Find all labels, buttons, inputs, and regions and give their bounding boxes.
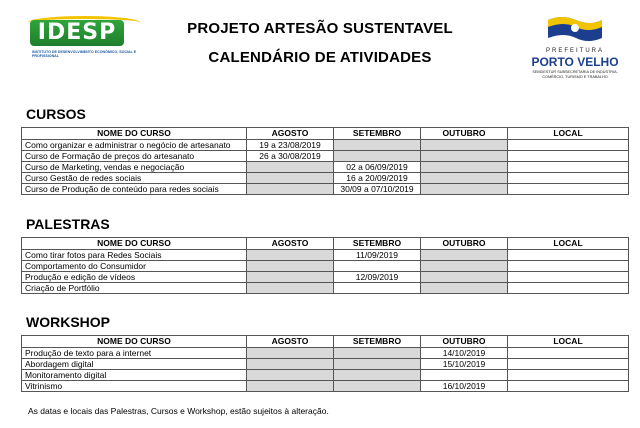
- col-header-setembro: SETEMBRO: [334, 128, 421, 140]
- local-cell: [508, 250, 629, 261]
- local-cell: [508, 370, 629, 381]
- prefeitura-label: PREFEITURA: [545, 48, 604, 54]
- table-row: [22, 162, 629, 173]
- cursos-table: [21, 127, 629, 195]
- course-name: Monitoramento digital: [22, 370, 247, 381]
- setembro-cell: 30/09 a 07/10/2019: [334, 184, 421, 195]
- table-header-row: [22, 128, 629, 140]
- table-row: [22, 272, 629, 283]
- outubro-cell: [421, 261, 508, 272]
- course-name: Produção e edição de vídeos: [22, 272, 247, 283]
- agosto-cell: [247, 370, 334, 381]
- agosto-cell: [247, 348, 334, 359]
- section-title-workshop: WORKSHOP: [26, 314, 110, 330]
- local-cell: [508, 359, 629, 370]
- course-name: Como organizar e administrar o negócio de artesanato: [22, 140, 247, 151]
- agosto-cell: [247, 359, 334, 370]
- setembro-cell: [334, 348, 421, 359]
- setembro-cell: [334, 140, 421, 151]
- agosto-cell: [247, 272, 334, 283]
- palestras-table: [21, 237, 629, 294]
- setembro-cell: 16 a 20/09/2019: [334, 173, 421, 184]
- outubro-cell: 16/10/2019: [421, 381, 508, 392]
- flag-icon: [546, 14, 604, 44]
- idesp-logo-mark: IDESP: [30, 20, 124, 46]
- course-name: Criação de Portfólio: [22, 283, 247, 294]
- course-name: Como tirar fotos para Redes Sociais: [22, 250, 247, 261]
- outubro-cell: [421, 250, 508, 261]
- col-header-local: LOCAL: [508, 336, 629, 348]
- page-subtitle: CALENDÁRIO DE ATIVIDADES: [208, 49, 432, 66]
- setembro-cell: [334, 381, 421, 392]
- course-name: Vitrinismo: [22, 381, 247, 392]
- outubro-cell: [421, 140, 508, 151]
- table-row: [22, 348, 629, 359]
- local-cell: [508, 162, 629, 173]
- setembro-cell: 02 a 06/09/2019: [334, 162, 421, 173]
- outubro-cell: [421, 162, 508, 173]
- setembro-cell: [334, 359, 421, 370]
- table-row: [22, 250, 629, 261]
- table-row: [22, 370, 629, 381]
- agosto-cell: [247, 250, 334, 261]
- col-header-agosto: AGOSTO: [247, 128, 334, 140]
- setembro-cell: [334, 261, 421, 272]
- course-name: Produção de texto para a internet: [22, 348, 247, 359]
- setembro-cell: [334, 283, 421, 294]
- idesp-logo: [26, 14, 146, 64]
- section-title-cursos: CURSOS: [26, 106, 86, 122]
- table-row: [22, 151, 629, 162]
- local-cell: [508, 283, 629, 294]
- col-header-local: LOCAL: [508, 238, 629, 250]
- col-header-setembro: SETEMBRO: [334, 336, 421, 348]
- course-name: Curso de Marketing, vendas e negociação: [22, 162, 247, 173]
- local-cell: [508, 381, 629, 392]
- table-header-row: [22, 336, 629, 348]
- table-header-row: [22, 238, 629, 250]
- col-header-local: LOCAL: [508, 128, 629, 140]
- city-label: PORTO VELHO: [531, 55, 619, 69]
- outubro-cell: [421, 151, 508, 162]
- setembro-cell: [334, 151, 421, 162]
- course-name: Curso de Formação de preços do artesanato: [22, 151, 247, 162]
- page-title: PROJETO ARTESÃO SUSTENTAVEL: [187, 20, 453, 37]
- course-name: Comportamento do Consumidor: [22, 261, 247, 272]
- workshop-table: [21, 335, 629, 392]
- idesp-logo-tagline: INSTITUTO DE DESENVOLVIMENTO ECONÔMICO, SOCIAL E PROFISSIONAL: [32, 50, 137, 59]
- footer-note: As datas e locais das Palestras, Cursos e Workshop, estão sujeitos à alteração.: [28, 406, 329, 416]
- col-header-setembro: SETEMBRO: [334, 238, 421, 250]
- outubro-cell: [421, 370, 508, 381]
- agosto-cell: [247, 162, 334, 173]
- agosto-cell: [247, 173, 334, 184]
- table-row: [22, 140, 629, 151]
- table-row: [22, 173, 629, 184]
- col-header-nome: NOME DO CURSO: [22, 336, 247, 348]
- local-cell: [508, 348, 629, 359]
- local-cell: [508, 184, 629, 195]
- agosto-cell: 19 a 23/08/2019: [247, 140, 334, 151]
- table-row: [22, 381, 629, 392]
- outubro-cell: [421, 272, 508, 283]
- local-cell: [508, 140, 629, 151]
- course-name: Abordagem digital: [22, 359, 247, 370]
- col-header-nome: NOME DO CURSO: [22, 128, 247, 140]
- agosto-cell: [247, 261, 334, 272]
- agosto-cell: 26 a 30/08/2019: [247, 151, 334, 162]
- table-row: [22, 283, 629, 294]
- setembro-cell: [334, 370, 421, 381]
- outubro-cell: 14/10/2019: [421, 348, 508, 359]
- local-cell: [508, 151, 629, 162]
- outubro-cell: [421, 173, 508, 184]
- outubro-cell: [421, 184, 508, 195]
- agosto-cell: [247, 283, 334, 294]
- porto-velho-logo: [520, 12, 630, 92]
- setembro-cell: 12/09/2019: [334, 272, 421, 283]
- table-row: [22, 359, 629, 370]
- col-header-agosto: AGOSTO: [247, 336, 334, 348]
- table-row: [22, 261, 629, 272]
- local-cell: [508, 173, 629, 184]
- agosto-cell: [247, 184, 334, 195]
- secretaria-label: SEMDESTUR SUBSECRETARIA DE INDÚSTRIA, COMÉRCIO, TURISMO E TRABALHO: [532, 70, 618, 79]
- col-header-agosto: AGOSTO: [247, 238, 334, 250]
- col-header-outubro: OUTUBRO: [421, 128, 508, 140]
- outubro-cell: 15/10/2019: [421, 359, 508, 370]
- section-title-palestras: PALESTRAS: [26, 216, 110, 232]
- local-cell: [508, 272, 629, 283]
- course-name: Curso Gestão de redes sociais: [22, 173, 247, 184]
- table-row: [22, 184, 629, 195]
- col-header-nome: NOME DO CURSO: [22, 238, 247, 250]
- local-cell: [508, 261, 629, 272]
- col-header-outubro: OUTUBRO: [421, 336, 508, 348]
- course-name: Curso de Produção de conteúdo para redes sociais: [22, 184, 247, 195]
- col-header-outubro: OUTUBRO: [421, 238, 508, 250]
- outubro-cell: [421, 283, 508, 294]
- setembro-cell: 11/09/2019: [334, 250, 421, 261]
- agosto-cell: [247, 381, 334, 392]
